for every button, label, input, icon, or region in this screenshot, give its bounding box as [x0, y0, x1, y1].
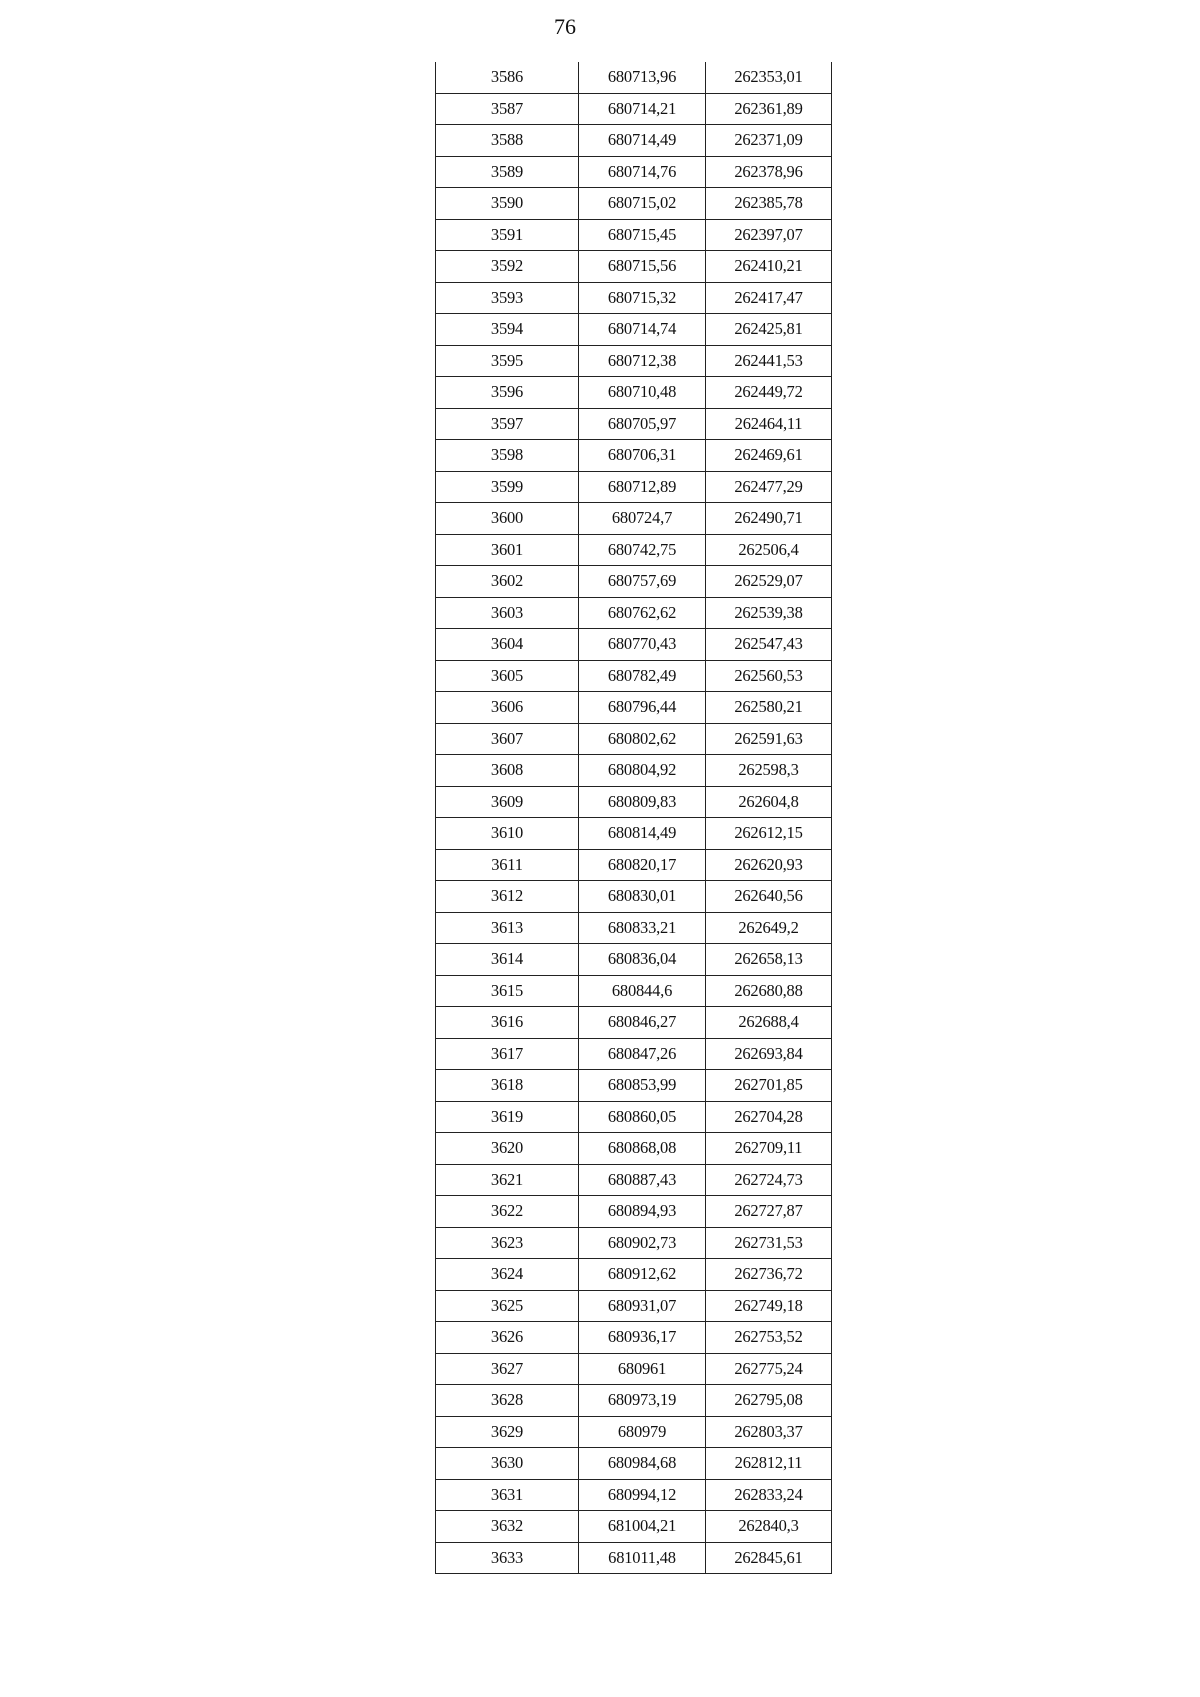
x-coordinate-cell: 680713,96 — [579, 62, 706, 93]
x-coordinate-cell: 680796,44 — [579, 692, 706, 724]
table-row — [436, 1542, 832, 1574]
x-coordinate-cell: 680887,43 — [579, 1164, 706, 1196]
table-row — [436, 408, 832, 440]
table-row — [436, 1164, 832, 1196]
y-coordinate-cell: 262727,87 — [706, 1196, 832, 1228]
table-row — [436, 251, 832, 283]
point-number-cell: 3611 — [436, 849, 579, 881]
point-number-cell: 3613 — [436, 912, 579, 944]
table-row — [436, 566, 832, 598]
x-coordinate-cell: 680715,02 — [579, 188, 706, 220]
x-coordinate-cell: 680853,99 — [579, 1070, 706, 1102]
point-number-cell: 3592 — [436, 251, 579, 283]
y-coordinate-cell: 262649,2 — [706, 912, 832, 944]
y-coordinate-cell: 262464,11 — [706, 408, 832, 440]
y-coordinate-cell: 262353,01 — [706, 62, 832, 93]
y-coordinate-cell: 262361,89 — [706, 93, 832, 125]
x-coordinate-cell: 680715,45 — [579, 219, 706, 251]
x-coordinate-cell: 680714,49 — [579, 125, 706, 157]
y-coordinate-cell: 262749,18 — [706, 1290, 832, 1322]
point-number-cell: 3596 — [436, 377, 579, 409]
table-row — [436, 1416, 832, 1448]
point-number-cell: 3587 — [436, 93, 579, 125]
x-coordinate-cell: 680833,21 — [579, 912, 706, 944]
table-row — [436, 1038, 832, 1070]
table-row — [436, 849, 832, 881]
point-number-cell: 3618 — [436, 1070, 579, 1102]
y-coordinate-cell: 262620,93 — [706, 849, 832, 881]
table-row — [436, 818, 832, 850]
point-number-cell: 3597 — [436, 408, 579, 440]
point-number-cell: 3614 — [436, 944, 579, 976]
x-coordinate-cell: 680846,27 — [579, 1007, 706, 1039]
x-coordinate-cell: 680984,68 — [579, 1448, 706, 1480]
table-row — [436, 377, 832, 409]
point-number-cell: 3627 — [436, 1353, 579, 1385]
table-row — [436, 786, 832, 818]
point-number-cell: 3626 — [436, 1322, 579, 1354]
y-coordinate-cell: 262539,38 — [706, 597, 832, 629]
point-number-cell: 3591 — [436, 219, 579, 251]
y-coordinate-cell: 262529,07 — [706, 566, 832, 598]
point-number-cell: 3608 — [436, 755, 579, 787]
y-coordinate-cell: 262736,72 — [706, 1259, 832, 1291]
point-number-cell: 3600 — [436, 503, 579, 535]
y-coordinate-cell: 262604,8 — [706, 786, 832, 818]
x-coordinate-cell: 680814,49 — [579, 818, 706, 850]
y-coordinate-cell: 262731,53 — [706, 1227, 832, 1259]
table-row — [436, 219, 832, 251]
table-row — [436, 1007, 832, 1039]
table-row — [436, 912, 832, 944]
point-number-cell: 3610 — [436, 818, 579, 850]
table-row — [436, 1385, 832, 1417]
y-coordinate-cell: 262724,73 — [706, 1164, 832, 1196]
point-number-cell: 3623 — [436, 1227, 579, 1259]
table-row — [436, 1511, 832, 1543]
x-coordinate-cell: 680714,21 — [579, 93, 706, 125]
point-number-cell: 3602 — [436, 566, 579, 598]
y-coordinate-cell: 262490,71 — [706, 503, 832, 535]
coordinates-table-body — [436, 62, 832, 1574]
x-coordinate-cell: 681004,21 — [579, 1511, 706, 1543]
point-number-cell: 3601 — [436, 534, 579, 566]
point-number-cell: 3599 — [436, 471, 579, 503]
y-coordinate-cell: 262378,96 — [706, 156, 832, 188]
point-number-cell: 3629 — [436, 1416, 579, 1448]
table-row — [436, 1196, 832, 1228]
y-coordinate-cell: 262410,21 — [706, 251, 832, 283]
table-row — [436, 944, 832, 976]
x-coordinate-cell: 680757,69 — [579, 566, 706, 598]
page-number: 76 — [554, 14, 576, 39]
table-row — [436, 975, 832, 1007]
table-row — [436, 692, 832, 724]
point-number-cell: 3619 — [436, 1101, 579, 1133]
y-coordinate-cell: 262560,53 — [706, 660, 832, 692]
point-number-cell: 3594 — [436, 314, 579, 346]
x-coordinate-cell: 680961 — [579, 1353, 706, 1385]
table-row — [436, 660, 832, 692]
y-coordinate-cell: 262640,56 — [706, 881, 832, 913]
x-coordinate-cell: 680979 — [579, 1416, 706, 1448]
x-coordinate-cell: 680710,48 — [579, 377, 706, 409]
point-number-cell: 3632 — [436, 1511, 579, 1543]
y-coordinate-cell: 262812,11 — [706, 1448, 832, 1480]
table-row — [436, 282, 832, 314]
x-coordinate-cell: 680770,43 — [579, 629, 706, 661]
y-coordinate-cell: 262371,09 — [706, 125, 832, 157]
y-coordinate-cell: 262385,78 — [706, 188, 832, 220]
y-coordinate-cell: 262591,63 — [706, 723, 832, 755]
point-number-cell: 3624 — [436, 1259, 579, 1291]
point-number-cell: 3609 — [436, 786, 579, 818]
y-coordinate-cell: 262701,85 — [706, 1070, 832, 1102]
x-coordinate-cell: 680715,56 — [579, 251, 706, 283]
x-coordinate-cell: 680820,17 — [579, 849, 706, 881]
table-row — [436, 597, 832, 629]
point-number-cell: 3606 — [436, 692, 579, 724]
x-coordinate-cell: 680836,04 — [579, 944, 706, 976]
y-coordinate-cell: 262709,11 — [706, 1133, 832, 1165]
x-coordinate-cell: 680714,76 — [579, 156, 706, 188]
y-coordinate-cell: 262441,53 — [706, 345, 832, 377]
y-coordinate-cell: 262612,15 — [706, 818, 832, 850]
y-coordinate-cell: 262753,52 — [706, 1322, 832, 1354]
table-row — [436, 629, 832, 661]
x-coordinate-cell: 680868,08 — [579, 1133, 706, 1165]
x-coordinate-cell: 681011,48 — [579, 1542, 706, 1574]
table-row — [436, 1227, 832, 1259]
x-coordinate-cell: 680712,89 — [579, 471, 706, 503]
point-number-cell: 3630 — [436, 1448, 579, 1480]
table-row — [436, 1479, 832, 1511]
x-coordinate-cell: 680902,73 — [579, 1227, 706, 1259]
table-row — [436, 1259, 832, 1291]
table-row — [436, 755, 832, 787]
point-number-cell: 3625 — [436, 1290, 579, 1322]
point-number-cell: 3628 — [436, 1385, 579, 1417]
x-coordinate-cell: 680715,32 — [579, 282, 706, 314]
y-coordinate-cell: 262417,47 — [706, 282, 832, 314]
table-row — [436, 881, 832, 913]
table-row — [436, 1322, 832, 1354]
x-coordinate-cell: 680973,19 — [579, 1385, 706, 1417]
table-row — [436, 62, 832, 93]
x-coordinate-cell: 680830,01 — [579, 881, 706, 913]
coordinates-table — [435, 62, 832, 1574]
point-number-cell: 3586 — [436, 62, 579, 93]
table-row — [436, 188, 832, 220]
point-number-cell: 3622 — [436, 1196, 579, 1228]
x-coordinate-cell: 680912,62 — [579, 1259, 706, 1291]
y-coordinate-cell: 262477,29 — [706, 471, 832, 503]
point-number-cell: 3590 — [436, 188, 579, 220]
x-coordinate-cell: 680936,17 — [579, 1322, 706, 1354]
y-coordinate-cell: 262693,84 — [706, 1038, 832, 1070]
y-coordinate-cell: 262840,3 — [706, 1511, 832, 1543]
x-coordinate-cell: 680742,75 — [579, 534, 706, 566]
point-number-cell: 3621 — [436, 1164, 579, 1196]
y-coordinate-cell: 262425,81 — [706, 314, 832, 346]
point-number-cell: 3589 — [436, 156, 579, 188]
y-coordinate-cell: 262658,13 — [706, 944, 832, 976]
point-number-cell: 3607 — [436, 723, 579, 755]
point-number-cell: 3598 — [436, 440, 579, 472]
y-coordinate-cell: 262469,61 — [706, 440, 832, 472]
y-coordinate-cell: 262506,4 — [706, 534, 832, 566]
y-coordinate-cell: 262803,37 — [706, 1416, 832, 1448]
table-row — [436, 1448, 832, 1480]
y-coordinate-cell: 262704,28 — [706, 1101, 832, 1133]
point-number-cell: 3620 — [436, 1133, 579, 1165]
y-coordinate-cell: 262775,24 — [706, 1353, 832, 1385]
x-coordinate-cell: 680802,62 — [579, 723, 706, 755]
y-coordinate-cell: 262547,43 — [706, 629, 832, 661]
table-row — [436, 440, 832, 472]
point-number-cell: 3615 — [436, 975, 579, 1007]
point-number-cell: 3595 — [436, 345, 579, 377]
y-coordinate-cell: 262397,07 — [706, 219, 832, 251]
table-row — [436, 156, 832, 188]
x-coordinate-cell: 680844,6 — [579, 975, 706, 1007]
x-coordinate-cell: 680860,05 — [579, 1101, 706, 1133]
x-coordinate-cell: 680782,49 — [579, 660, 706, 692]
point-number-cell: 3616 — [436, 1007, 579, 1039]
y-coordinate-cell: 262449,72 — [706, 377, 832, 409]
table-row — [436, 314, 832, 346]
point-number-cell: 3603 — [436, 597, 579, 629]
x-coordinate-cell: 680712,38 — [579, 345, 706, 377]
y-coordinate-cell: 262688,4 — [706, 1007, 832, 1039]
x-coordinate-cell: 680994,12 — [579, 1479, 706, 1511]
table-row — [436, 1133, 832, 1165]
table-row — [436, 125, 832, 157]
table-row — [436, 723, 832, 755]
x-coordinate-cell: 680847,26 — [579, 1038, 706, 1070]
table-row — [436, 1101, 832, 1133]
x-coordinate-cell: 680931,07 — [579, 1290, 706, 1322]
point-number-cell: 3605 — [436, 660, 579, 692]
table-row — [436, 93, 832, 125]
table-row — [436, 534, 832, 566]
x-coordinate-cell: 680894,93 — [579, 1196, 706, 1228]
table-row — [436, 1290, 832, 1322]
y-coordinate-cell: 262833,24 — [706, 1479, 832, 1511]
point-number-cell: 3612 — [436, 881, 579, 913]
point-number-cell: 3588 — [436, 125, 579, 157]
point-number-cell: 3631 — [436, 1479, 579, 1511]
x-coordinate-cell: 680762,62 — [579, 597, 706, 629]
point-number-cell: 3593 — [436, 282, 579, 314]
table-row — [436, 1070, 832, 1102]
y-coordinate-cell: 262598,3 — [706, 755, 832, 787]
table-row — [436, 471, 832, 503]
y-coordinate-cell: 262845,61 — [706, 1542, 832, 1574]
table-row — [436, 345, 832, 377]
x-coordinate-cell: 680706,31 — [579, 440, 706, 472]
point-number-cell: 3633 — [436, 1542, 579, 1574]
point-number-cell: 3617 — [436, 1038, 579, 1070]
y-coordinate-cell: 262795,08 — [706, 1385, 832, 1417]
x-coordinate-cell: 680724,7 — [579, 503, 706, 535]
x-coordinate-cell: 680809,83 — [579, 786, 706, 818]
point-number-cell: 3604 — [436, 629, 579, 661]
x-coordinate-cell: 680714,74 — [579, 314, 706, 346]
x-coordinate-cell: 680705,97 — [579, 408, 706, 440]
x-coordinate-cell: 680804,92 — [579, 755, 706, 787]
y-coordinate-cell: 262680,88 — [706, 975, 832, 1007]
table-row — [436, 1353, 832, 1385]
y-coordinate-cell: 262580,21 — [706, 692, 832, 724]
table-row — [436, 503, 832, 535]
